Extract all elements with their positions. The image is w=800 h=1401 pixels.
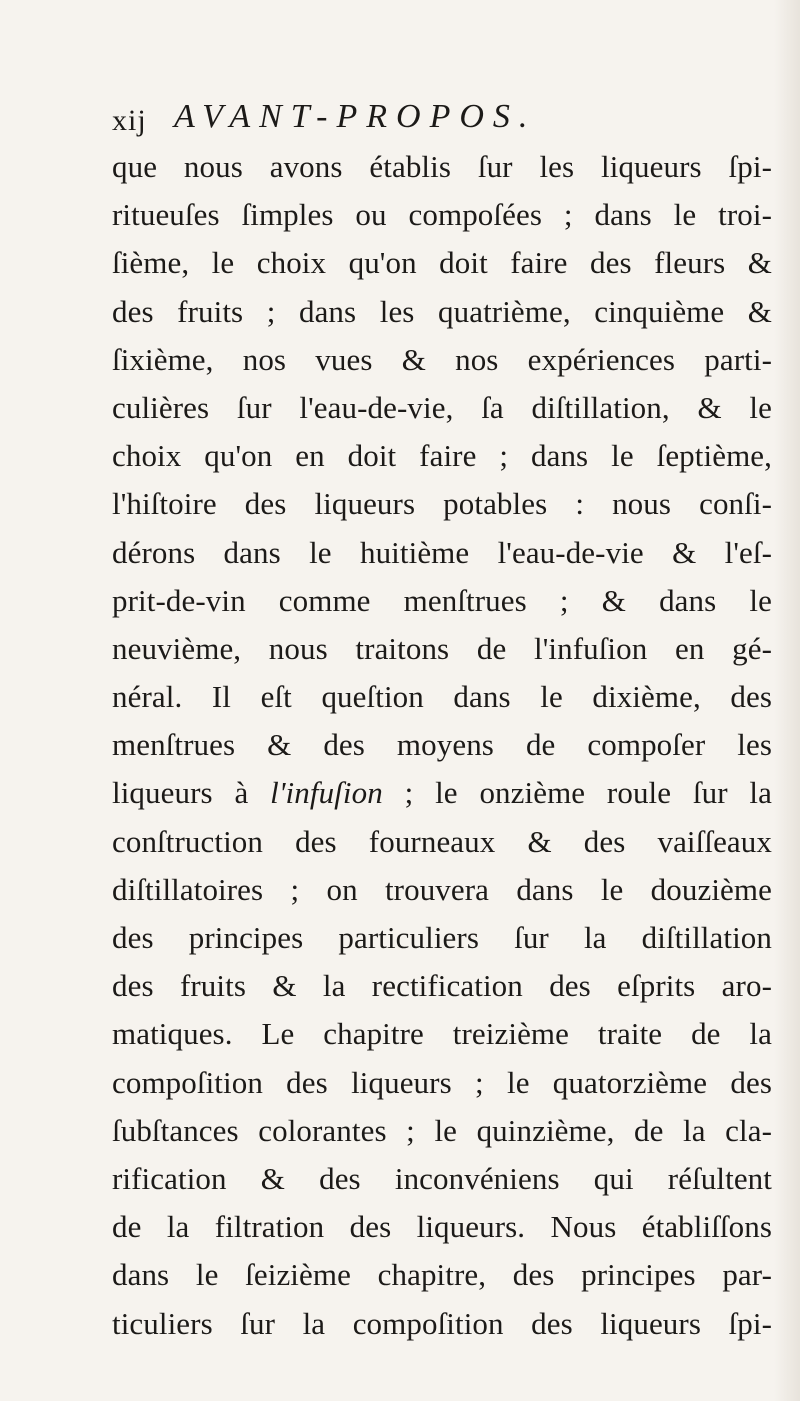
page-edge-shadow — [774, 0, 800, 1401]
text-line: choix qu'on en doit faire ; dans le ſeptième, — [112, 438, 772, 474]
text-line: des principes particuliers ſur la diſtillation — [112, 920, 772, 955]
running-title: AVANT-PROPOS. — [174, 98, 537, 135]
text-segment: ; le onzième roule ſur la — [382, 775, 773, 811]
text-line: l'hiſtoire des liqueurs potables : nous conſi- — [112, 486, 772, 522]
text-line: que nous avons établis ſur les liqueurs ſpi- — [112, 149, 772, 184]
text-line: neuvième, nous traitons de l'infuſion en gé- — [112, 630, 772, 666]
text-line: ritueuſes ſimples ou compoſées ; dans le troi- — [112, 197, 772, 233]
italic-term: l'infuſion — [270, 775, 383, 811]
text-line: de la filtration des liqueurs. Nous établiſſons — [112, 1209, 772, 1245]
text-line: des fruits & la rectification des eſprits aro- — [112, 968, 772, 1004]
page-number: xij — [112, 104, 147, 137]
text-line: compoſition des liqueurs ; le quatorzième des — [112, 1064, 772, 1100]
text-line: menſtrues & des moyens de compoſer les — [112, 727, 772, 763]
text-line: ticuliers ſur la compoſition des liqueurs ſpi- — [112, 1305, 772, 1341]
text-line-with-italic — [112, 769, 772, 817]
text-line: culières ſur l'eau-de-vie, ſa diſtillation, & le — [112, 389, 772, 425]
text-line: dans le ſeizième chapitre, des principes par- — [112, 1257, 772, 1293]
text-line: néral. Il eſt queſtion dans le dixième, des — [112, 679, 772, 715]
text-line: rification & des inconvéniens qui réſultent — [112, 1160, 772, 1196]
text-line: ſième, le choix qu'on doit faire des fleurs & — [112, 245, 772, 281]
text-line: dérons dans le huitième l'eau-de-vie & l'eſ- — [112, 534, 772, 570]
running-head — [112, 96, 712, 146]
text-segment: liqueurs à — [112, 775, 271, 811]
text-line: prit-de-vin comme menſtrues ; & dans le — [112, 582, 772, 618]
text-line: ſixième, nos vues & nos expériences parti- — [112, 341, 772, 377]
text-line: matiques. Le chapitre treizième traite de la — [112, 1016, 772, 1052]
text-line: des fruits ; dans les quatrième, cinquième & — [112, 293, 772, 329]
text-line: diſtillatoires ; on trouvera dans le douzième — [112, 871, 772, 907]
text-line: conſtruction des fourneaux & des vaiſſeaux — [112, 823, 772, 859]
body-text — [112, 143, 772, 1348]
text-line: ſubſtances colorantes ; le quinzième, de la cla- — [112, 1112, 772, 1148]
